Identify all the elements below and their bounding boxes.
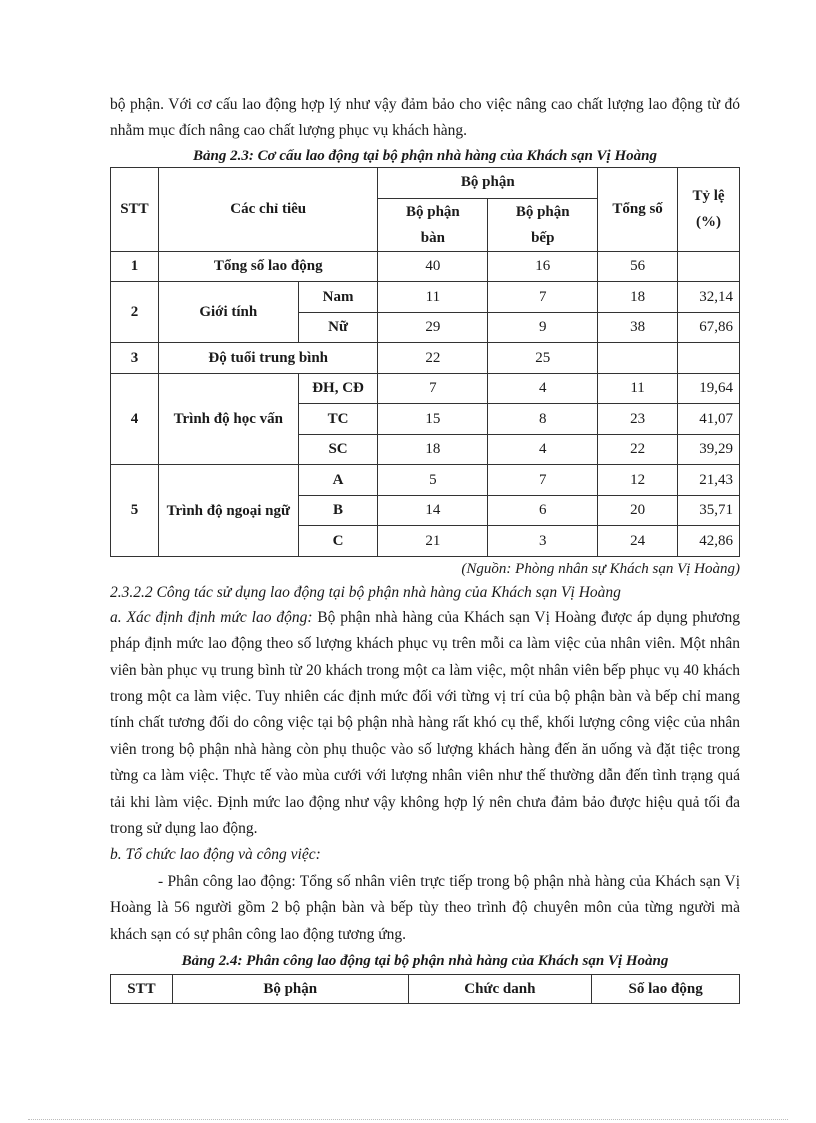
cell-ban: 7 (378, 373, 488, 404)
cell-ban: 22 (378, 343, 488, 374)
cell-tong: 20 (598, 495, 678, 526)
table-row (111, 373, 740, 404)
cell-sub: SC (298, 434, 378, 465)
cell-stt: 2 (111, 282, 159, 343)
cell-bep: 7 (488, 465, 598, 496)
cell-tyle (678, 251, 740, 282)
part-a-paragraph (110, 605, 740, 843)
section-heading: 2.3.2.2 Công tác sử dụng lao động tại bộ phận nhà hàng của Khách sạn Vị Hoàng (110, 583, 621, 601)
table2-caption: Bảng 2.4: Phân công lao động tại bộ phận nhà hàng của Khách sạn Vị Hoàng (181, 953, 669, 970)
cell-tyle: 39,29 (678, 434, 740, 465)
cell-sub: ĐH, CĐ (298, 373, 378, 404)
cell-tyle: 21,43 (678, 465, 740, 496)
cell-tong: 11 (598, 373, 678, 404)
cell-bep: 4 (488, 373, 598, 404)
cell-bep: 7 (488, 282, 598, 313)
header-bophan: Bộ phận (378, 167, 598, 198)
cell-bep: 8 (488, 404, 598, 435)
table-row (111, 251, 740, 282)
header-solaodong: Số lao động (592, 975, 740, 1004)
labor-structure-table (110, 167, 740, 557)
cell-stt: 3 (111, 343, 159, 374)
cell-ban: 15 (378, 404, 488, 435)
cell-tyle: 32,14 (678, 282, 740, 313)
cell-label: Trình độ ngoại ngữ (158, 465, 298, 557)
cell-stt: 4 (111, 373, 159, 465)
header-tyle: Tỷ lệ (%) (678, 167, 740, 251)
cell-ban: 11 (378, 282, 488, 313)
cell-sub: A (298, 465, 378, 496)
cell-ban: 29 (378, 312, 488, 343)
cell-ban: 14 (378, 495, 488, 526)
cell-tyle: 19,64 (678, 373, 740, 404)
page-footer-divider (28, 1119, 788, 1120)
cell-stt: 1 (111, 251, 159, 282)
document-page (110, 92, 740, 1004)
header-tong: Tổng số (598, 167, 678, 251)
table-row (111, 343, 740, 374)
cell-tong: 22 (598, 434, 678, 465)
cell-stt: 5 (111, 465, 159, 557)
header-bophan: Bộ phận (172, 975, 408, 1004)
cell-ban: 40 (378, 251, 488, 282)
cell-bep: 6 (488, 495, 598, 526)
cell-sub: Nam (298, 282, 378, 313)
header-bep: Bộ phận bếp (488, 198, 598, 251)
cell-tyle (678, 343, 740, 374)
cell-bep: 16 (488, 251, 598, 282)
cell-tong (598, 343, 678, 374)
cell-bep: 4 (488, 434, 598, 465)
table-row (111, 282, 740, 313)
cell-sub: Nữ (298, 312, 378, 343)
header-stt: STT (111, 975, 173, 1004)
cell-bep: 3 (488, 526, 598, 557)
cell-label: Trình độ học vấn (158, 373, 298, 465)
header-chucdanh: Chức danh (408, 975, 592, 1004)
cell-tong: 24 (598, 526, 678, 557)
cell-label: Độ tuổi trung bình (158, 343, 378, 374)
cell-tyle: 41,07 (678, 404, 740, 435)
cell-tong: 56 (598, 251, 678, 282)
part-a-heading: a. Xác định định mức lao động: (110, 608, 313, 626)
header-chitieu: Các chỉ tiêu (158, 167, 378, 251)
cell-label: Giới tính (158, 282, 298, 343)
cell-ban: 21 (378, 526, 488, 557)
cell-bep: 25 (488, 343, 598, 374)
labor-assignment-table (110, 974, 740, 1004)
part-b-paragraph: - Phân công lao động: Tổng số nhân viên trực tiếp trong bộ phận nhà hàng của Khách sạn Vị Hoàng là 56 người gồm 2 bộ phận bàn và bếp tùy theo trình độ chuyên môn của từng người mà khách sạn có sự phân công lao động tương ứng. (110, 872, 740, 943)
table-row (111, 465, 740, 496)
cell-ban: 18 (378, 434, 488, 465)
cell-sub: C (298, 526, 378, 557)
cell-sub: B (298, 495, 378, 526)
cell-tong: 23 (598, 404, 678, 435)
cell-tong: 12 (598, 465, 678, 496)
intro-paragraph: bộ phận. Với cơ cấu lao động hợp lý như vậy đảm bảo cho việc nâng cao chất lượng lao động từ đó nhằm mục đích nâng cao chất lượng phục vụ khách hàng. (110, 96, 740, 140)
cell-bep: 9 (488, 312, 598, 343)
header-stt: STT (111, 167, 159, 251)
table1-source: (Nguồn: Phòng nhân sự Khách sạn Vị Hoàng) (461, 560, 740, 577)
cell-tyle: 35,71 (678, 495, 740, 526)
cell-tong: 18 (598, 282, 678, 313)
cell-ban: 5 (378, 465, 488, 496)
cell-sub: TC (298, 404, 378, 435)
cell-tong: 38 (598, 312, 678, 343)
cell-tyle: 42,86 (678, 526, 740, 557)
part-b-heading: b. Tổ chức lao động và công việc: (110, 846, 321, 864)
part-a-text: Bộ phận nhà hàng của Khách sạn Vị Hoàng được áp dụng phương pháp định mức lao động theo số lượng khách phục vụ trên mỗi ca làm việc của nhân viên. Một nhân viên bàn phục vụ trung bình từ 20 khách trong một ca làm việc, một nhân viên bếp phục vụ 40 khách trong một ca làm việc. Tuy nhiên các định mức đối với từng vị trí của bộ phận bàn và bếp chỉ mang tính chất tương đối do công việc tại bộ phận nhà hàng rất khó cụ thể, khối lượng công việc của nhân viên trong bộ phận nhà hàng còn phụ thuộc vào số lượng khách hàng đến ăn uống và đặt tiệc trong từng ca làm việc. Thực tế vào mùa cưới với lượng nhân viên như thế thường dẫn đến tình trạng quá tải khi làm việc. Định mức lao động như vậy không hợp lý nên chưa đảm bảo được hiệu quả tối đa trong sử dụng lao động. (110, 608, 740, 838)
cell-label: Tổng số lao động (158, 251, 378, 282)
cell-tyle: 67,86 (678, 312, 740, 343)
header-ban: Bộ phận bàn (378, 198, 488, 251)
table1-caption: Bảng 2.3: Cơ cấu lao động tại bộ phận nhà hàng của Khách sạn Vị Hoàng (192, 147, 657, 164)
